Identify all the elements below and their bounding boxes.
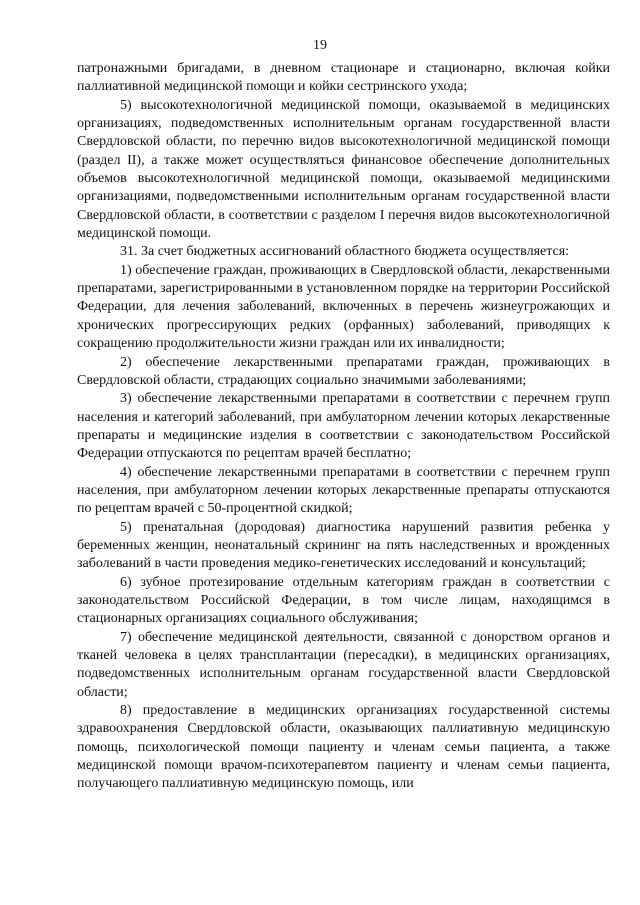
paragraph-item-6-dental-prosthetics: 6) зубное протезирование отдельным категориям граждан в соответствии с законодательством Российской Федерации, в том числе лицам, находящимся в стационарных организациях социального обслуживания; [77, 574, 610, 627]
paragraph-item-7-organ-donation: 7) обеспечение медицинской деятельности, связанной с донорством органов и тканей человека в целях трансплантации (пересадки), в медицинских организациях, подведомственных исполнительным органам государственной власти Свердловской области; [77, 629, 610, 700]
page-number: 19 [313, 38, 327, 53]
paragraph-section-31-heading: 31. За счет бюджетных ассигнований областного бюджета осуществляется: [120, 244, 570, 260]
paragraph-item-1-rare-diseases: 1) обеспечение граждан, проживающих в Свердловской области, лекарственными препаратами, зарегистрированными в установленном порядке на территории Российской Федерации, для лечения заболеваний, включенных в перечень жизнеугрожающих и хронических прогрессирующих редких (орфанных) заболеваний, приводящих к сокращению продолжительности жизни граждан или их инвалидности; [77, 262, 610, 352]
document-body [77, 60, 610, 794]
paragraph-item-2-social-diseases: 2) обеспечение лекарственными препаратами граждан, проживающих в Свердловской области, страдающих социально значимыми заболеваниями; [77, 354, 610, 388]
paragraph-continuation: патронажными бригадами, в дневном стационаре и стационарно, включая койки паллиативной медицинской помощи и койки сестринского ухода; [77, 61, 610, 95]
paragraph-item-5-hightech-care: 5) высокотехнологичной медицинской помощи, оказываемой в медицинских организациях, подведомственных исполнительным органам государственной власти Свердловской области, по перечню видов высокотехнологичной медицинской помощи (раздел II), а также может осуществляться финансовое обеспечение дополнительных объемов высокотехнологичной медицинской помощи, оказываемой медицинскими организациями, подведомственными исполнительным органам государственной власти Свердловской области, в соответствии с разделом I перечня видов высокотехнологичной медицинской помощи. [77, 97, 610, 242]
paragraph-item-3-free-prescriptions: 3) обеспечение лекарственными препаратами в соответствии с перечнем групп населения и категорий заболеваний, при амбулаторном лечении которых лекарственные препараты и медицинские изделия в соответствии с законодательством Российской Федерации отпускаются по рецептам врачей бесплатно; [77, 391, 610, 462]
paragraph-item-4-discount-prescriptions: 4) обеспечение лекарственными препаратами в соответствии с перечнем групп населения, при амбулаторном лечении которых лекарственные препараты отпускаются по рецептам врачей с 50-процентной скидкой; [77, 464, 610, 517]
paragraph-item-5-prenatal-diagnostics: 5) пренатальная (дородовая) диагностика нарушений развития ребенка у беременных женщин, неонатальный скрининг на пять наследственных и врожденных заболеваний в части проведения медико-генетических исследований и консультаций; [77, 519, 610, 572]
paragraph-item-8-palliative-care: 8) предоставление в медицинских организациях государственной системы здравоохранения Свердловской области, оказывающих паллиативную медицинскую помощь, психологической помощи пациенту и членам семьи пациента, а также медицинской помощи врачом-психотерапевтом пациенту и членам семьи пациента, получающего паллиативную медицинскую помощь, или [77, 703, 610, 792]
